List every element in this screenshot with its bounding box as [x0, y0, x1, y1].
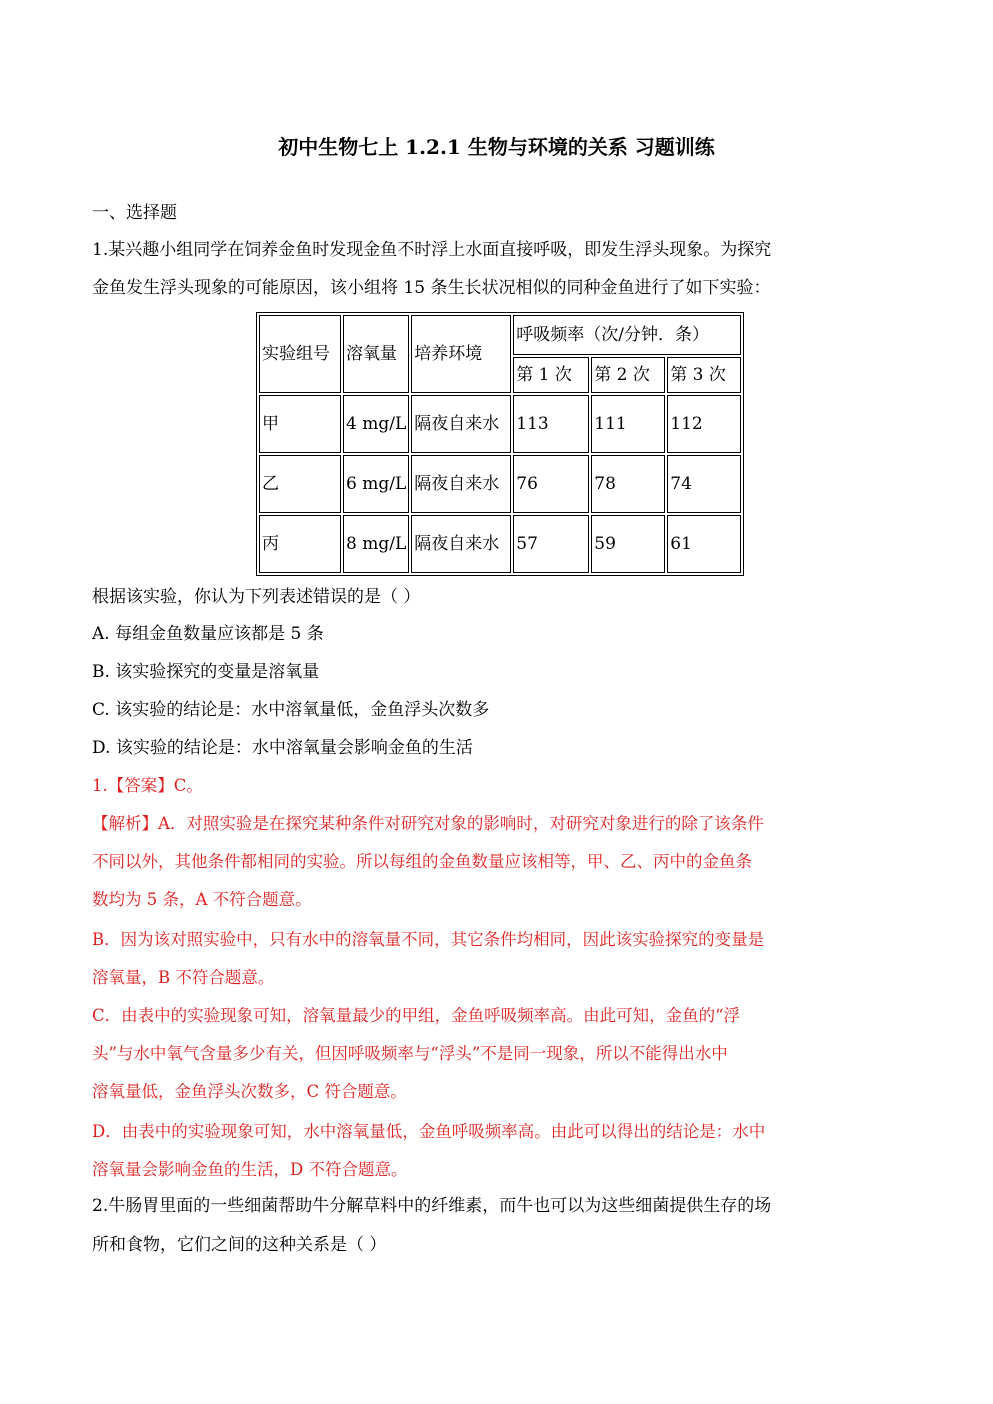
cell-group: 丙: [259, 515, 341, 573]
q1-explanation-line: 不同以外，其他条件都相同的实验。所以每组的金鱼数量应该相等，甲、乙、丙中的金鱼条: [92, 852, 752, 871]
header-trial-1: 第 1 次: [513, 357, 589, 393]
cell-trial-3: 61: [667, 515, 741, 573]
header-environment: 培养环境: [411, 315, 511, 393]
cell-trial-2: 111: [591, 395, 665, 453]
q1-explanation-line: 头”与水中氧气含量多少有关，但因呼吸频率与“浮头”不是同一现象，所以不能得出水中: [92, 1044, 728, 1063]
cell-environment: 隔夜自来水: [411, 515, 511, 573]
cell-trial-2: 78: [591, 455, 665, 513]
q1-explanation-line: 溶氧量低，金鱼浮头次数多，C 符合题意。: [92, 1082, 407, 1101]
table-row: [259, 515, 741, 573]
table-row: [259, 455, 741, 513]
cell-trial-1: 57: [513, 515, 589, 573]
cell-oxygen: 6 mg/L: [343, 455, 409, 513]
q1-option-b: B. 该实验探究的变量是溶氧量: [92, 662, 320, 682]
q1-option-c: C. 该实验的结论是：水中溶氧量低，金鱼浮头次数多: [92, 700, 490, 720]
q1-explanation-line: D．由表中的实验现象可知，水中溶氧量低，金鱼呼吸频率高。由此可以得出的结论是：水中: [92, 1122, 766, 1141]
header-oxygen: 溶氧量: [343, 315, 409, 393]
cell-environment: 隔夜自来水: [411, 455, 511, 513]
cell-trial-1: 113: [513, 395, 589, 453]
q1-option-d: D. 该实验的结论是：水中溶氧量会影响金鱼的生活: [92, 738, 473, 758]
cell-trial-2: 59: [591, 515, 665, 573]
header-trial-3: 第 3 次: [667, 357, 741, 393]
q1-explanation-line: 数均为 5 条，A 不符合题意。: [92, 890, 312, 909]
header-breathing-rate: 呼吸频率（次/分钟．条）: [513, 315, 741, 355]
q1-explanation-line: 溶氧量，B 不符合题意。: [92, 968, 275, 987]
cell-trial-3: 74: [667, 455, 741, 513]
header-group: 实验组号: [259, 315, 341, 393]
q1-option-a: A. 每组金鱼数量应该都是 5 条: [92, 624, 324, 644]
cell-environment: 隔夜自来水: [411, 395, 511, 453]
page-title: 初中生物七上 1.2.1 生物与环境的关系 习题训练: [278, 135, 715, 159]
cell-oxygen: 4 mg/L: [343, 395, 409, 453]
table-row: [259, 395, 741, 453]
q1-stem-line-2: 金鱼发生浮头现象的可能原因，该小组将 15 条生长状况相似的同种金鱼进行了如下实验：: [92, 278, 771, 298]
cell-oxygen: 8 mg/L: [343, 515, 409, 573]
section-heading: 一、选择题: [92, 203, 177, 223]
q1-stem-line-1: 1.某兴趣小组同学在饲养金鱼时发现金鱼不时浮上水面直接呼吸，即发生浮头现象。为探究: [92, 240, 772, 260]
q1-explanation-line: B．因为该对照实验中，只有水中的溶氧量不同，其它条件均相同，因此该实验探究的变量是: [92, 930, 765, 949]
q2-stem-line-1: 2.牛肠胃里面的一些细菌帮助牛分解草料中的纤维素，而牛也可以为这些细菌提供生存的场: [92, 1196, 772, 1216]
q1-answer: 1.【答案】C。: [92, 776, 203, 795]
experiment-table: [256, 312, 744, 576]
q2-stem-line-2: 所和食物，它们之间的这种关系是（ ）: [92, 1235, 387, 1255]
q1-explanation-line: 溶氧量会影响金鱼的生活，D 不符合题意。: [92, 1160, 408, 1179]
cell-trial-3: 112: [667, 395, 741, 453]
q1-explanation-line: C．由表中的实验现象可知，溶氧量最少的甲组，金鱼呼吸频率高。由此可知，金鱼的“浮: [92, 1006, 741, 1025]
header-trial-2: 第 2 次: [591, 357, 665, 393]
cell-group: 甲: [259, 395, 341, 453]
q1-prompt: 根据该实验，你认为下列表述错误的是（ ）: [92, 587, 421, 607]
q1-explanation-line: 【解析】A．对照实验是在探究某种条件对研究对象的影响时，对研究对象进行的除了该条件: [92, 814, 764, 833]
cell-trial-1: 76: [513, 455, 589, 513]
cell-group: 乙: [259, 455, 341, 513]
